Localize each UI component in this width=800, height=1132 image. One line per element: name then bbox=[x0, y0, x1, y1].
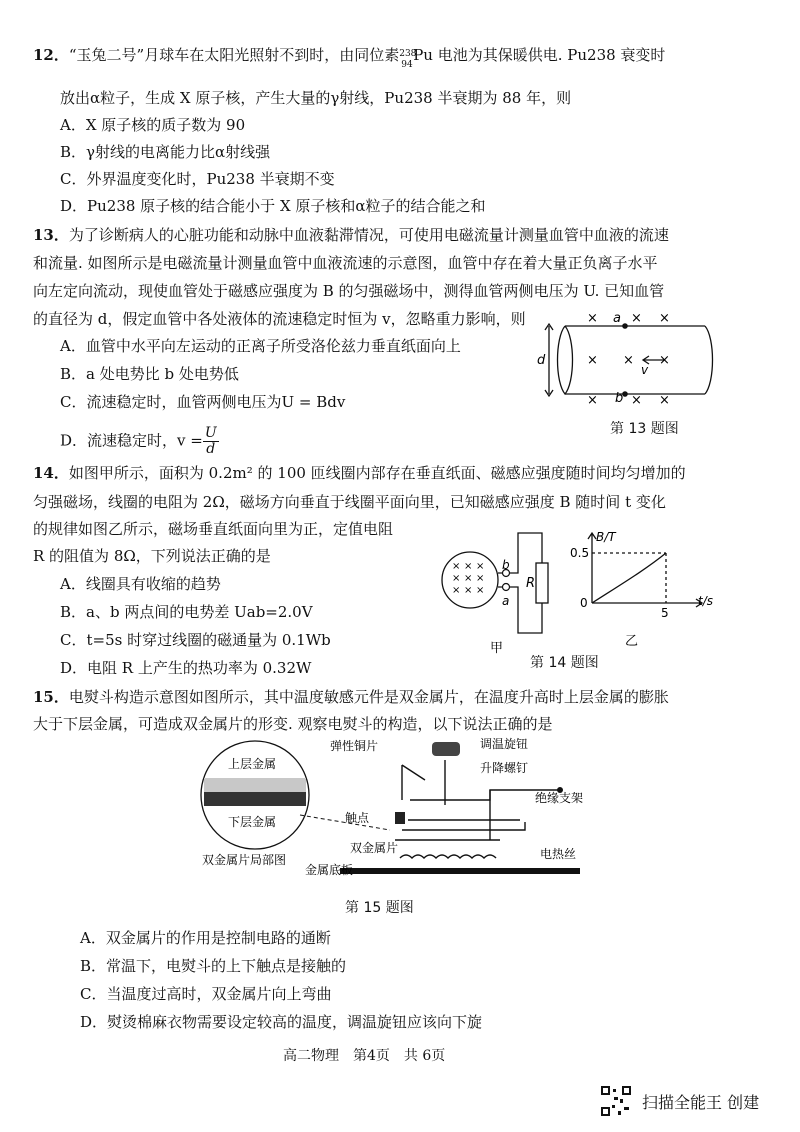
q15-number: 15． bbox=[33, 688, 69, 706]
svg-text:×: × bbox=[476, 585, 485, 596]
svg-text:×: × bbox=[631, 311, 642, 326]
svg-text:×: × bbox=[452, 585, 461, 596]
svg-text:×: × bbox=[631, 393, 642, 408]
label-screw: 升降螺钉 bbox=[480, 761, 529, 775]
q15-option-c: C．当温度过高时，双金属片向上弯曲 bbox=[80, 985, 332, 1003]
svg-text:×: × bbox=[587, 353, 598, 368]
q15-option-a: A．双金属片的作用是控制电路的通断 bbox=[80, 929, 331, 947]
q12-option-c: C．外界温度变化时，Pu238 半衰期不变 bbox=[60, 170, 335, 188]
label-heater: 电热丝 bbox=[540, 847, 577, 861]
label-a: a bbox=[502, 594, 510, 608]
label-b: b bbox=[502, 558, 510, 572]
label-elastic-copper: 弹性铜片 bbox=[330, 739, 379, 753]
svg-text:×: × bbox=[464, 561, 473, 572]
svg-text:×: × bbox=[587, 393, 598, 408]
svg-text:×: × bbox=[659, 353, 670, 368]
footer-subject: 高二物理 bbox=[283, 1048, 339, 1064]
footer-total: 共 6页 bbox=[403, 1048, 446, 1064]
axis-x-label: t/s bbox=[698, 594, 713, 608]
label-bimetal: 双金属片 bbox=[350, 841, 399, 855]
q13-option-d: D．流速稳定时，v = $\frac{U}{d}$ bbox=[60, 425, 217, 457]
q14-number: 14． bbox=[33, 464, 69, 482]
label-support: 绝缘支架 bbox=[535, 791, 584, 805]
q14-figure-jia-circuit bbox=[440, 525, 570, 655]
label-contact: 触点 bbox=[345, 811, 370, 825]
q14-option-b: B．a、b 两点间的电势差 Uab=2.0V bbox=[60, 603, 313, 621]
label-v: v bbox=[641, 363, 649, 377]
svg-text:下层金属: 下层金属 bbox=[228, 815, 277, 829]
q14-line3: 的规律如图乙所示，磁场垂直纸面向里为正，定值电阻 bbox=[33, 520, 394, 538]
q14-line2: 匀强磁场，线圈的电阻为 2Ω，磁场方向垂直于线圈平面向里，已知磁感应强度 B 随时间 t 变化 bbox=[33, 493, 666, 511]
svg-text:×: × bbox=[476, 561, 485, 572]
svg-text:×: × bbox=[464, 573, 473, 584]
q13-line3: 向左定向流动，现使血管处于磁感应强度为 B 的匀强磁场中，测得血管两侧电压为 U. 已知血管 bbox=[33, 282, 665, 300]
svg-text:×: × bbox=[452, 561, 461, 572]
q13-option-b: B．a 处电势比 b 处电势低 bbox=[60, 365, 239, 383]
q14-option-d: D．电阻 R 上产生的热功率为 0.32W bbox=[60, 659, 312, 677]
q15-line1: 15．电熨斗构造示意图如图所示，其中温度敏感元件是双金属片，在温度升高时上层金属的膨胀 bbox=[33, 688, 669, 706]
q13-line4: 的直径为 d，假定血管中各处液体的流速稳定时恒为 v，忽略重力影响，则 bbox=[33, 310, 526, 328]
axis-y-label: B/T bbox=[596, 530, 616, 544]
q12-option-d: D．Pu238 原子核的结合能小于 X 原子核和α粒子的结合能之和 bbox=[60, 197, 486, 215]
detail-caption: 双金属片局部图 bbox=[202, 853, 287, 867]
q14-option-a: A．线圈具有收缩的趋势 bbox=[60, 575, 221, 593]
watermark-text: 扫描全能王 创建 bbox=[642, 1093, 760, 1112]
q12-number: 12． bbox=[33, 46, 69, 64]
label-knob: 调温旋钮 bbox=[480, 737, 529, 751]
q15-option-d: D．熨烫棉麻衣物需要设定较高的温度，调温旋钮应该向下旋 bbox=[80, 1013, 483, 1031]
q15-line2: 大于下层金属，可造成双金属片的形变. 观察电熨斗的构造，以下说法正确的是 bbox=[33, 715, 553, 733]
q12-option-a: A．X 原子核的质子数为 90 bbox=[60, 116, 246, 134]
heater-coil-icon bbox=[400, 855, 496, 858]
footer-page: 第4页 bbox=[353, 1048, 390, 1064]
page-footer bbox=[283, 1045, 445, 1065]
scanner-watermark bbox=[600, 1085, 790, 1117]
q12-option-b: B．γ射线的电离能力比α射线强 bbox=[60, 143, 271, 161]
q14-figure-yi-graph bbox=[570, 525, 720, 655]
svg-text:×: × bbox=[587, 311, 598, 326]
label-yi: 乙 bbox=[625, 634, 639, 649]
svg-text:×: × bbox=[623, 353, 634, 368]
tick-y-label: 0.5 bbox=[570, 546, 590, 560]
q13-figure-caption: 第 13 题图 bbox=[610, 421, 679, 437]
q15-figure-caption: 第 15 题图 bbox=[345, 900, 414, 916]
label-jia: 甲 bbox=[490, 641, 504, 655]
label-base: 金属底板 bbox=[305, 863, 354, 877]
q13-line1: 13．为了诊断病人的心脏功能和动脉中血液黏滞情况，可使用电磁流量计测量血管中血液的流速 bbox=[33, 226, 669, 244]
q14-line1: 14．如图甲所示，面积为 0.2m² 的 100 匝线圈内部存在垂直纸面、磁感应强度随时间均匀增加的 bbox=[33, 464, 686, 482]
label-r: R bbox=[526, 576, 536, 591]
q15-option-b: B．常温下，电熨斗的上下触点是接触的 bbox=[80, 957, 347, 975]
isotope-notation: 238 94 bbox=[399, 49, 417, 70]
bimetal-detail bbox=[201, 741, 309, 849]
q14-figure-caption: 第 14 题图 bbox=[530, 655, 599, 671]
label-d: d bbox=[537, 353, 546, 368]
q15-figure-iron bbox=[190, 730, 610, 880]
qr-code-icon bbox=[600, 1085, 632, 1117]
q12-text-a: “玉兔二号”月球车在太阳光照射不到时，由同位素 bbox=[68, 46, 400, 64]
q13-option-a: A．血管中水平向左运动的正离子所受洛伦兹力垂直纸面向上 bbox=[60, 337, 461, 355]
svg-text:上层金属: 上层金属 bbox=[228, 757, 277, 771]
origin-label: 0 bbox=[580, 596, 588, 610]
svg-text:×: × bbox=[659, 311, 670, 326]
tick-x-label: 5 bbox=[661, 606, 669, 620]
knob-icon bbox=[432, 742, 460, 756]
q14-option-c: C．t=5s 时穿过线圈的磁通量为 0.1Wb bbox=[60, 631, 331, 649]
q14-line4: R 的阻值为 8Ω，下列说法正确的是 bbox=[33, 547, 271, 565]
q13-line2: 和流量. 如图所示是电磁流量计测量血管中血液流速的示意图，血管中存在着大量正负离子水平 bbox=[33, 254, 658, 272]
label-a: a bbox=[613, 311, 621, 326]
svg-text:×: × bbox=[464, 585, 473, 596]
svg-text:×: × bbox=[659, 393, 670, 408]
label-b: b bbox=[615, 391, 624, 406]
fraction-u-over-d: $\frac{U}{d}$ bbox=[204, 425, 217, 457]
q13-number: 13． bbox=[33, 226, 69, 244]
q12-line2: 放出α粒子，生成 X 原子核，产生大量的γ射线，Pu238 半衰期为 88 年，则 bbox=[60, 89, 572, 107]
q12-line1 bbox=[33, 45, 666, 70]
q13-option-c: C．流速稳定时，血管两侧电压为U = Bdv bbox=[60, 393, 346, 411]
q13-figure-blood-vessel bbox=[525, 308, 725, 408]
svg-text:×: × bbox=[452, 573, 461, 584]
q12-text-b: Pu 电池为其保暖供电. Pu238 衰变时 bbox=[413, 46, 666, 64]
coil-field-crosses bbox=[452, 561, 484, 596]
svg-text:×: × bbox=[476, 573, 485, 584]
